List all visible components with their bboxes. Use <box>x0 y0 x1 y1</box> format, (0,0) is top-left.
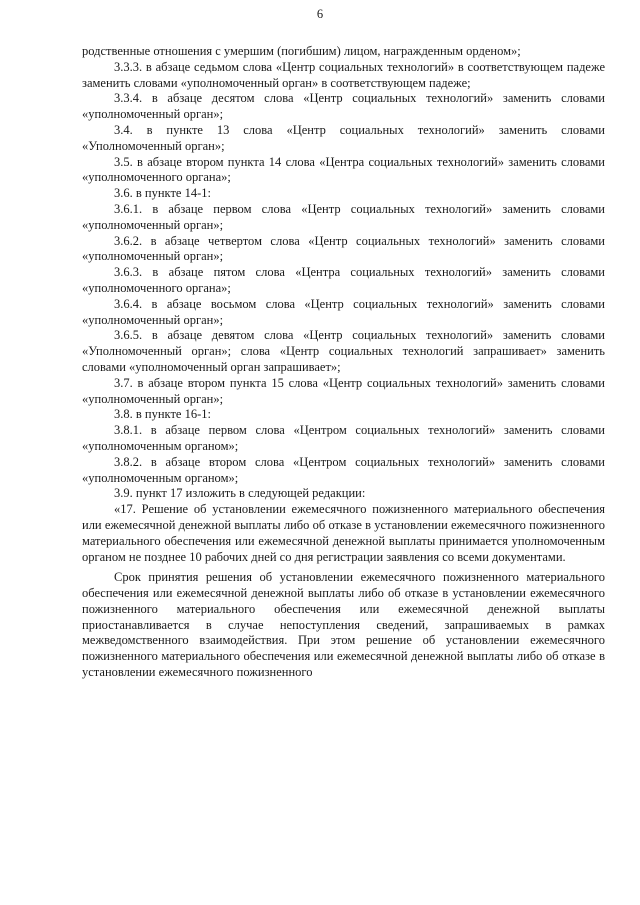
paragraph-3-3-4: 3.3.4. в абзаце десятом слова «Центр социальных технологий» заменить словами «уполномоченный орган»; <box>82 91 605 122</box>
paragraph-3-5: 3.5. в абзаце втором пункта 14 слова «Центра социальных технологий» заменить словами «уполномоченного органа»; <box>82 154 605 185</box>
paragraph-3-6-3: 3.6.3. в абзаце пятом слова «Центра социальных технологий» заменить словами «уполномоченного органа»; <box>82 265 605 295</box>
document-body <box>82 44 605 681</box>
paragraph-3-6-5: 3.6.5. в абзаце девятом слова «Центр социальных технологий» заменить словами «Уполномоченный орган»; слова «Центр социальных технологий запрашивает» заменить словами «уполномоченный орган запрашивает»; <box>82 328 605 374</box>
paragraph-item-17: «17. Решение об установлении ежемесячного пожизненного материального обеспечения или ежемесячной денежной выплаты либо об отказе в установлении ежемесячного пожизненного материального обеспечения или ежемесячной денежной выплаты принимается уполномоченным органом не позднее 10 рабочих дней со дня регистрации заявления со всеми документами. <box>82 502 605 564</box>
paragraph-3-4: 3.4. в пункте 13 слова «Центр социальных технологий» заменить словами «Уполномоченный орган»; <box>82 122 605 153</box>
paragraph-3-6: 3.6. в пункте 14-1: <box>114 186 211 201</box>
paragraph-3-6-2: 3.6.2. в абзаце четвертом слова «Центр социальных технологий» заменить словами «уполномоченный орган»; <box>82 233 605 264</box>
page-number: 6 <box>316 7 324 21</box>
paragraph-3-8: 3.8. в пункте 16-1: <box>114 407 211 422</box>
paragraph-3-8-2: 3.8.2. в абзаце втором слова «Центром социальных технологий» заменить словами «уполномоченным органом»; <box>82 454 605 485</box>
paragraph-decision-term: Срок принятия решения об установлении ежемесячного пожизненного материального обеспечения или ежемесячной денежной выплаты либо об отказе в установлении ежемесячного пожизненного материального обеспечения или ежемесячной денежной выплаты приостанавливается в случае непоступления сведений, запрашиваемых в рамках межведомственного взаимодействия. При этом решение об установлении ежемесячного пожизненного материального обеспечения или ежемесячной денежной выплаты либо об отказе в установлении ежемесячного пожизненного <box>82 570 605 680</box>
paragraph-3-9: 3.9. пункт 17 изложить в следующей редакции: <box>114 486 366 501</box>
paragraph-1: родственные отношения с умершим (погибшим) лицом, награжденным орденом»; <box>82 44 521 58</box>
paragraph-3-6-4: 3.6.4. в абзаце восьмом слова «Центр социальных технологий» заменить словами «уполномоченный орган»; <box>82 296 605 327</box>
paragraph-3-7: 3.7. в абзаце втором пункта 15 слова «Центр социальных технологий» заменить словами «уполномоченный орган»; <box>82 375 605 406</box>
paragraph-3-3-3: 3.3.3. в абзаце седьмом слова «Центр социальных технологий» в соответствующем падеже заменить словами «уполномоченный орган» в соответствующем падеже; <box>82 59 605 90</box>
paragraph-3-6-1: 3.6.1. в абзаце первом слова «Центр социальных технологий» заменить словами «уполномоченный орган»; <box>82 201 605 232</box>
paragraph-3-8-1: 3.8.1. в абзаце первом слова «Центром социальных технологий» заменить словами «уполномоченным органом»; <box>82 423 605 453</box>
